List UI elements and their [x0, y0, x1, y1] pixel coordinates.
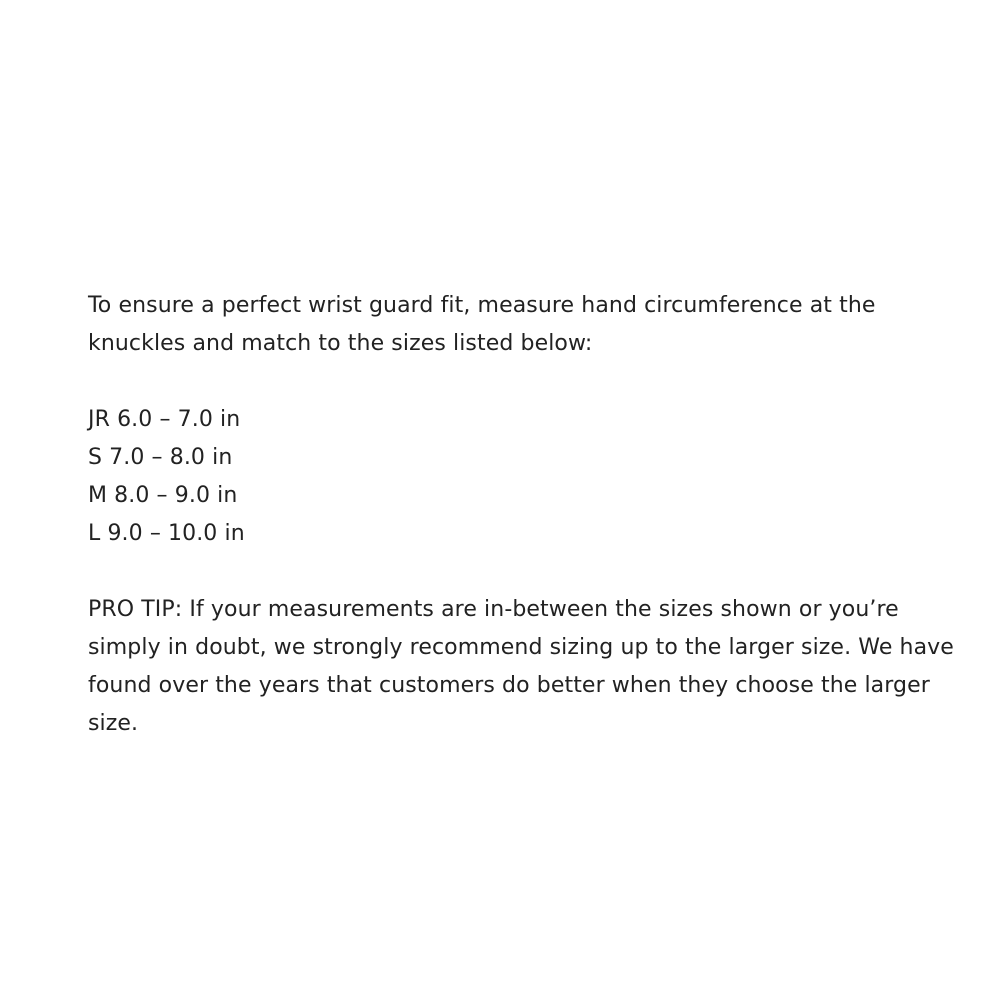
size-item-m: M 8.0 – 9.0 in: [88, 483, 238, 508]
pro-tip-text: PRO TIP: If your measurements are in-between the sizes shown or you’re simply in doubt, we strongly recommend sizing up to the larger size. We have found over the years that customers do better when they choose the larger size.: [88, 597, 954, 736]
size-guide: [88, 287, 958, 743]
size-item-s: S 7.0 – 8.0 in: [88, 445, 233, 470]
size-item-l: L 9.0 – 10.0 in: [88, 521, 245, 546]
size-list: [88, 401, 958, 553]
intro-text: To ensure a perfect wrist guard fit, measure hand circumference at the knuckles and match to the sizes listed below:: [88, 293, 876, 356]
size-item-jr: JR 6.0 – 7.0 in: [88, 407, 241, 432]
